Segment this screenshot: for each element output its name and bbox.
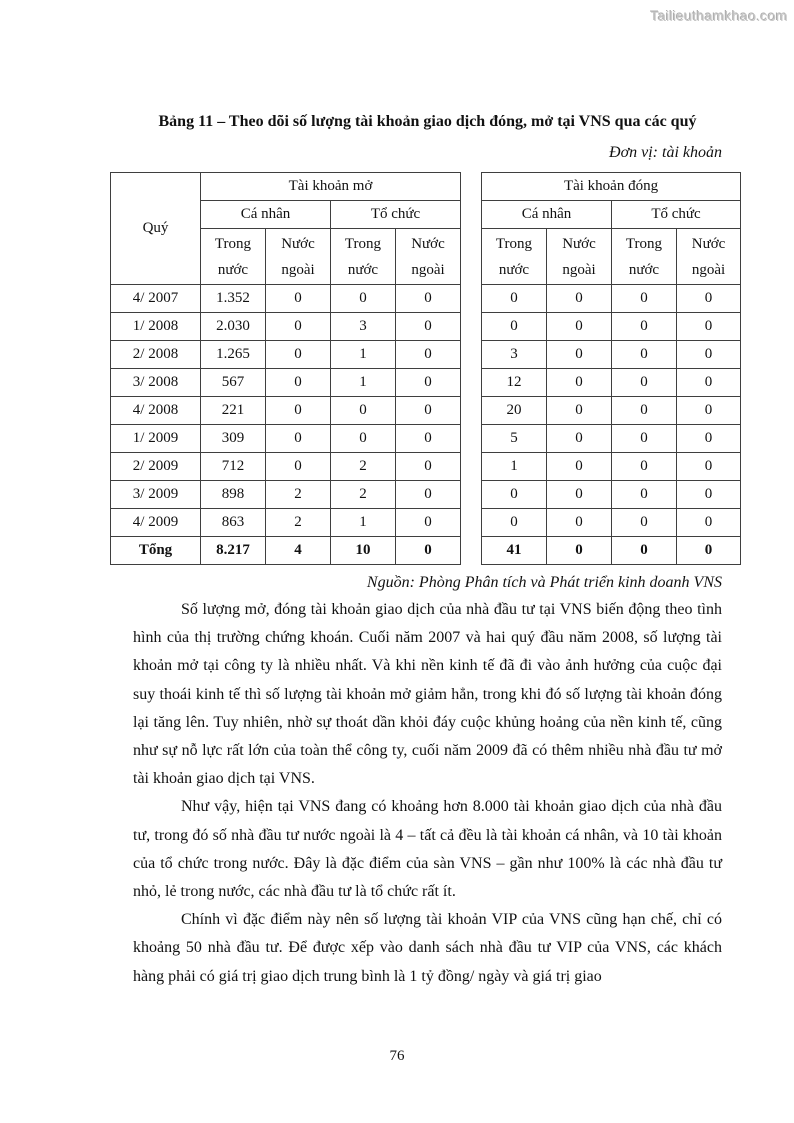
table-cell: 0 xyxy=(677,369,741,397)
table-cell: 0 xyxy=(612,397,677,425)
table-gap xyxy=(461,425,482,453)
table-row xyxy=(111,369,741,397)
table-cell: 0 xyxy=(266,453,331,481)
corner-header: Quý xyxy=(111,173,201,285)
leaf-header-foreign: Nước ngoài xyxy=(396,229,461,285)
table-cell: 0 xyxy=(396,369,461,397)
table-cell: 0 xyxy=(396,481,461,509)
table-body xyxy=(111,285,741,537)
quarter-cell: 1/ 2008 xyxy=(111,313,201,341)
group-header-open: Tài khoản mở xyxy=(201,173,461,201)
quarter-cell: 2/ 2009 xyxy=(111,453,201,481)
table-cell: 0 xyxy=(266,341,331,369)
body-paragraph: Chính vì đặc điểm này nên số lượng tài khoản VIP của VNS cũng hạn chế, chỉ có khoảng 50 nhà đầu tư. Để được xếp vào danh sách nhà đầu tư VIP của VNS, các khách hàng phải có giá trị giao dịch trung bình là 1 tỷ đồng/ ngày và giá trị giao xyxy=(133,911,722,985)
table-cell: 1 xyxy=(331,369,396,397)
group-header-closed: Tài khoản đóng xyxy=(482,173,741,201)
table-cell: 0 xyxy=(266,313,331,341)
table-cell: 221 xyxy=(201,397,266,425)
leaf-header-domestic: Trong nước xyxy=(201,229,266,285)
body-paragraph: Như vậy, hiện tại VNS đang có khoảng hơn 8.000 tài khoản giao dịch của nhà đầu tư, trong đó số nhà đầu tư nước ngoài là 4 – tất cả đều là tài khoản cá nhân, và 10 tài khoản của tổ chức trong nước. Đây là đặc điểm của sàn VNS – gần như 100% là các nhà đầu tư nhỏ, lẻ trong nước, các nhà đầu tư là tổ chức rất ít. xyxy=(133,798,722,901)
table-cell: 2 xyxy=(266,481,331,509)
table-row xyxy=(111,313,741,341)
table-row xyxy=(111,397,741,425)
quarter-cell: 4/ 2009 xyxy=(111,509,201,537)
table-cell: 0 xyxy=(396,537,461,565)
table-cell: 20 xyxy=(482,397,547,425)
table-cell: 2 xyxy=(331,453,396,481)
table-gap xyxy=(461,313,482,341)
table-cell: 0 xyxy=(612,369,677,397)
table-cell: 0 xyxy=(331,425,396,453)
table-cell: 1 xyxy=(331,341,396,369)
table-cell: 0 xyxy=(396,397,461,425)
table-cell: 0 xyxy=(547,509,612,537)
table-cell: 0 xyxy=(482,509,547,537)
table-cell: 0 xyxy=(266,285,331,313)
table-cell: 41 xyxy=(482,537,547,565)
table-row xyxy=(111,425,741,453)
table-gap xyxy=(461,285,482,313)
table-cell: 0 xyxy=(612,341,677,369)
table-cell: 0 xyxy=(612,313,677,341)
table-gap xyxy=(461,453,482,481)
table-row xyxy=(111,341,741,369)
table-cell: 8.217 xyxy=(201,537,266,565)
table-cell: 712 xyxy=(201,453,266,481)
page-number: 76 xyxy=(389,1048,405,1064)
table-cell: 0 xyxy=(547,369,612,397)
leaf-header-domestic: Trong nước xyxy=(612,229,677,285)
quarter-cell: 1/ 2009 xyxy=(111,425,201,453)
table-gap xyxy=(461,341,482,369)
body-paragraph: Số lượng mở, đóng tài khoản giao dịch của nhà đầu tư tại VNS biến động theo tình hình của thị trường chứng khoán. Cuối năm 2007 và hai quý đầu năm 2008, số lượng tài khoản mở tại công ty là nhiều nhất. Và khi nền kinh tế đã đi vào ảnh hưởng của cuộc đại suy thoái kinh tế thì số lượng tài khoản mở giảm hẳn, trong khi đó số lượng tài khoản đóng lại tăng lên. Tuy nhiên, nhờ sự thoát dần khỏi đáy cuộc khủng hoảng của nền kinh tế, cũng như sự nỗ lực rất lớn của toàn thể công ty, cuối năm 2009 đã có thêm nhiều nhà đầu tư mở tài khoản giao dịch tại VNS. xyxy=(133,601,722,788)
table-cell: 0 xyxy=(677,453,741,481)
table-cell: 1 xyxy=(482,453,547,481)
table-cell: 0 xyxy=(612,425,677,453)
table-gap xyxy=(461,509,482,537)
table-cell: 0 xyxy=(266,397,331,425)
table-gap xyxy=(461,481,482,509)
table-cell: 0 xyxy=(677,313,741,341)
table-cell: 0 xyxy=(547,453,612,481)
total-label: Tổng xyxy=(111,537,201,565)
quarter-cell: 3/ 2009 xyxy=(111,481,201,509)
table-cell: 0 xyxy=(677,341,741,369)
leaf-header-domestic: Trong nước xyxy=(482,229,547,285)
table-cell: 0 xyxy=(677,537,741,565)
table-gap xyxy=(461,369,482,397)
table-cell: 1.352 xyxy=(201,285,266,313)
table-cell: 0 xyxy=(266,369,331,397)
quarter-cell: 4/ 2008 xyxy=(111,397,201,425)
table-cell: 2 xyxy=(331,481,396,509)
table-cell: 0 xyxy=(396,341,461,369)
table-cell: 1.265 xyxy=(201,341,266,369)
quarter-cell: 2/ 2008 xyxy=(111,341,201,369)
table-cell: 12 xyxy=(482,369,547,397)
accounts-table xyxy=(110,172,741,565)
table-cell: 2 xyxy=(266,509,331,537)
table-cell: 0 xyxy=(677,285,741,313)
table-cell: 0 xyxy=(612,453,677,481)
table-cell: 0 xyxy=(547,397,612,425)
table-cell: 0 xyxy=(547,537,612,565)
watermark: Tailieuthamkhao.com xyxy=(650,8,788,24)
table-cell: 0 xyxy=(396,453,461,481)
table-cell: 0 xyxy=(396,285,461,313)
table-cell: 567 xyxy=(201,369,266,397)
table-row xyxy=(111,509,741,537)
table-cell: 0 xyxy=(482,313,547,341)
table-cell: 1 xyxy=(331,509,396,537)
table-cell: 0 xyxy=(677,481,741,509)
table-cell: 898 xyxy=(201,481,266,509)
table-gap xyxy=(461,537,482,565)
table-cell: 863 xyxy=(201,509,266,537)
table-gap xyxy=(461,397,482,425)
leaf-header-foreign: Nước ngoài xyxy=(677,229,741,285)
table-cell: 0 xyxy=(677,397,741,425)
table-cell: 0 xyxy=(612,537,677,565)
table-cell: 0 xyxy=(612,509,677,537)
table-cell: 0 xyxy=(331,285,396,313)
table-cell: 0 xyxy=(547,425,612,453)
table-cell: 3 xyxy=(482,341,547,369)
table-cell: 4 xyxy=(266,537,331,565)
table-cell: 3 xyxy=(331,313,396,341)
table-cell: 0 xyxy=(547,341,612,369)
table-cell: 0 xyxy=(482,285,547,313)
leaf-header-foreign: Nước ngoài xyxy=(266,229,331,285)
table-cell: 0 xyxy=(547,285,612,313)
table-cell: 5 xyxy=(482,425,547,453)
subheader-open-individual: Cá nhân xyxy=(201,201,331,229)
table-cell: 10 xyxy=(331,537,396,565)
table-row xyxy=(111,285,741,313)
table-cell: 0 xyxy=(266,425,331,453)
table-row xyxy=(111,481,741,509)
table-cell: 309 xyxy=(201,425,266,453)
table-cell: 0 xyxy=(547,313,612,341)
table-cell: 0 xyxy=(677,509,741,537)
header-row-subgroups xyxy=(111,201,741,229)
table-cell: 0 xyxy=(396,313,461,341)
table-cell: 0 xyxy=(396,425,461,453)
table-total-row xyxy=(111,537,741,565)
table-cell: 0 xyxy=(677,425,741,453)
header-row-leaf xyxy=(111,229,741,285)
table-row xyxy=(111,453,741,481)
unit-note: Đơn vị: tài khoản xyxy=(609,144,722,161)
quarter-cell: 3/ 2008 xyxy=(111,369,201,397)
quarter-cell: 4/ 2007 xyxy=(111,285,201,313)
leaf-header-domestic: Trong nước xyxy=(331,229,396,285)
table-cell: 0 xyxy=(612,285,677,313)
table-gap xyxy=(461,173,482,285)
header-row-groups xyxy=(111,173,741,201)
table-cell: 0 xyxy=(482,481,547,509)
subheader-closed-organization: Tổ chức xyxy=(612,201,741,229)
table-caption: Bảng 11 – Theo dõi số lượng tài khoản giao dịch đóng, mở tại VNS qua các quý xyxy=(158,113,697,130)
table-cell: 2.030 xyxy=(201,313,266,341)
table-cell: 0 xyxy=(396,509,461,537)
table-cell: 0 xyxy=(547,481,612,509)
table-cell: 0 xyxy=(331,397,396,425)
leaf-header-foreign: Nước ngoài xyxy=(547,229,612,285)
table-cell: 0 xyxy=(612,481,677,509)
subheader-open-organization: Tổ chức xyxy=(331,201,461,229)
source-note: Nguồn: Phòng Phân tích và Phát triển kinh doanh VNS xyxy=(366,574,722,591)
subheader-closed-individual: Cá nhân xyxy=(482,201,612,229)
